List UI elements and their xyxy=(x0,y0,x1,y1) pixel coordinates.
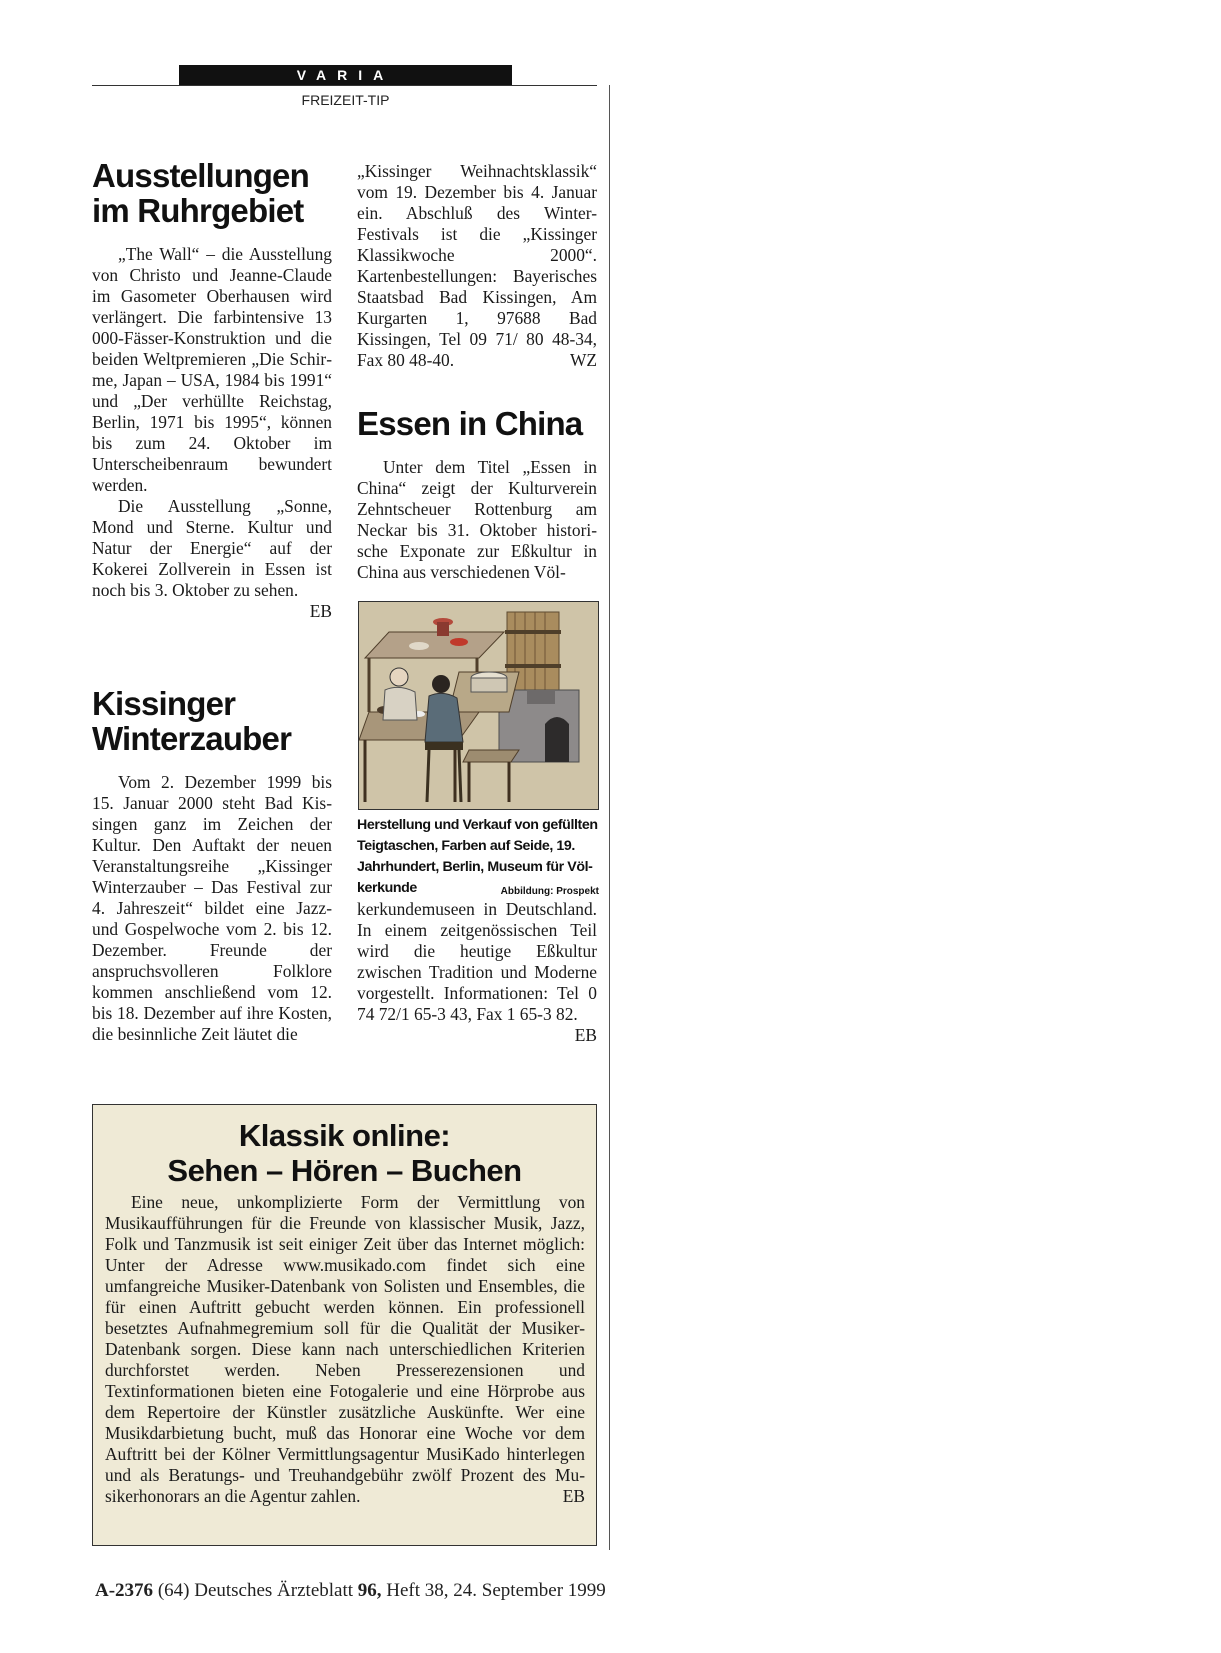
page-number: A-2376 xyxy=(95,1580,154,1601)
paragraph xyxy=(105,1192,585,1507)
article-kissingen-continued xyxy=(357,161,597,371)
paragraph xyxy=(92,496,332,621)
paragraph xyxy=(357,161,597,371)
article-klassik-body xyxy=(105,1192,585,1507)
article-kissingen xyxy=(92,686,332,1045)
section-label: VARIA xyxy=(179,65,512,86)
paragraph: Vom 2. Dezember 1999 bis 15. Januar 2000 steht Bad Kissingen ganz im Zeichen der Kultur. Den Auftakt der neuen Veranstaltungsreihe „Kissinger Winterzauber – Das Festival zur 4. Jahreszeit“ bildet eine Jazz- und Gospelwoche vom 2. bis 12. Dezember. Freunde der anspruchsvolleren Folklore kommen anschließend vom 12. bis 18. Dezember auf ihre Kosten, die besinnliche Zeit läutet die xyxy=(92,772,332,1044)
author-signature: EB xyxy=(574,1025,597,1045)
headline-china: Essen in China xyxy=(357,405,583,442)
paragraph: „The Wall“ – die Ausstellung von Christo und Jeanne-Claude im Gasometer Oberhausen wird verlängert. Die farbintensive 13 000-Fässer-Konstruktion und die beiden Weltpremieren „Die Schirme, Japan – USA, 1984 bis 1991“ und „Der verhüllte Reichstag, Berlin, 1971 bis 1995“, können bis zum 24. Oktober im Unterscheibenraum bewundert werden. xyxy=(92,244,332,495)
article-china xyxy=(357,406,597,583)
article-body xyxy=(92,772,332,1045)
painting-image xyxy=(358,601,599,810)
issue-date: Heft 38, 24. September 1999 xyxy=(386,1580,606,1601)
subsection-label: FREIZEIT-TIP xyxy=(301,92,390,108)
article-body xyxy=(357,457,597,583)
headline-klassik xyxy=(92,1118,597,1188)
image-caption xyxy=(357,815,599,902)
paragraph xyxy=(357,899,597,1045)
journal-name: Deutsches Ärzteblatt xyxy=(194,1580,354,1601)
page-footer xyxy=(95,1580,606,1602)
headline-line: Klassik online: xyxy=(238,1118,451,1153)
author-signature: EB xyxy=(309,601,332,621)
column-rule xyxy=(609,85,610,1550)
image-credit: Abbildung: Prospekt xyxy=(500,886,599,897)
caption-text: Herstellung und Verkauf von gefüllten Teigtaschen, Farben auf Seide, 19. Jahrhundert, Berlin, Museum für Völkerkunde xyxy=(357,817,598,896)
headline-kissingen: Kissinger Winterzauber xyxy=(92,685,292,757)
headline-ruhrgebiet: Ausstellungen im Ruhrgebiet xyxy=(92,157,309,229)
author-signature: EB xyxy=(562,1486,585,1506)
headline-line: Sehen – Hören – Buchen xyxy=(167,1153,522,1188)
local-page-number: (64) xyxy=(157,1580,190,1601)
article-body xyxy=(92,244,332,621)
paragraph-text: Die Ausstellung „Sonne, Mond und Sterne. Kultur und Natur der Energie“ auf der Kokerei Zollverein in Essen ist noch bis 3. Oktober zu sehen. xyxy=(92,496,332,600)
article-china-continued xyxy=(357,899,597,1046)
paragraph-text: kerkundemuseen in Deutschland. In einem zeitgenössischen Teil wird die heutige Eßkultur zwischen Tradition und Moderne vorgestellt. Informationen: Tel 0 74 72/1 65-3 43, Fax 1 65-3 82. xyxy=(357,899,597,1024)
author-signature: WZ xyxy=(569,350,597,370)
paragraph: Unter dem Titel „Essen in China“ zeigt der Kulturverein Zehntscheuer Rottenburg am Neckar bis 31. Oktober historische Exponate zur Eßkultur in China aus verschiedenen Völ- xyxy=(357,457,597,582)
journal-volume: 96, xyxy=(357,1580,382,1601)
painting-illustration xyxy=(359,602,598,809)
paragraph-text: Eine neue, unkomplizierte Form der Vermittlung von Musikaufführungen für die Freunde von klassischer Musik, Jazz, Folk und Tanzmusik ist seit einiger Zeit über das Internet möglich: Unter der Adresse www.musikado.com findet sich eine umfangreiche Musiker-Datenbank von Solisten und Ensembles, die für einen Auftritt gebucht werden können. Ein professionell besetztes Aufnahmegremium soll für die Qualität der Musiker-Datenbank sorgen. Diese kann nach unterschiedlichen Kriterien durchforstet werden. Neben Presserezensionen und Textinformationen bieten eine Fotogalerie und eine Hörprobe aus dem Repertoire der Künstler zusätzliche Auskünfte. Wer eine Musikdarbietung bucht, muß das Honorar eine Woche vor dem Auftritt bei der Kölner Vermittlungsagentur MusiKado hinterlegen und als Beratungs- und Treuhandgebühr zwölf Prozent des Musikerhonorars an die Agentur zahlen. xyxy=(105,1192,585,1506)
article-ruhrgebiet xyxy=(92,158,332,622)
paragraph-text: „Kissinger Weihnachtsklassik“ vom 19. Dezember bis 4. Januar ein. Abschluß des Winter-Festivals ist die „Kissinger Klassikwoche 2000“. Kartenbestellungen: Bayerisches Staatsbad Bad Kissingen, Am Kurgarten 1, 97688 Bad Kissingen, Tel 09 71/ 80 48-34, Fax 80 48-40. xyxy=(357,161,597,370)
header-rule xyxy=(92,85,597,86)
